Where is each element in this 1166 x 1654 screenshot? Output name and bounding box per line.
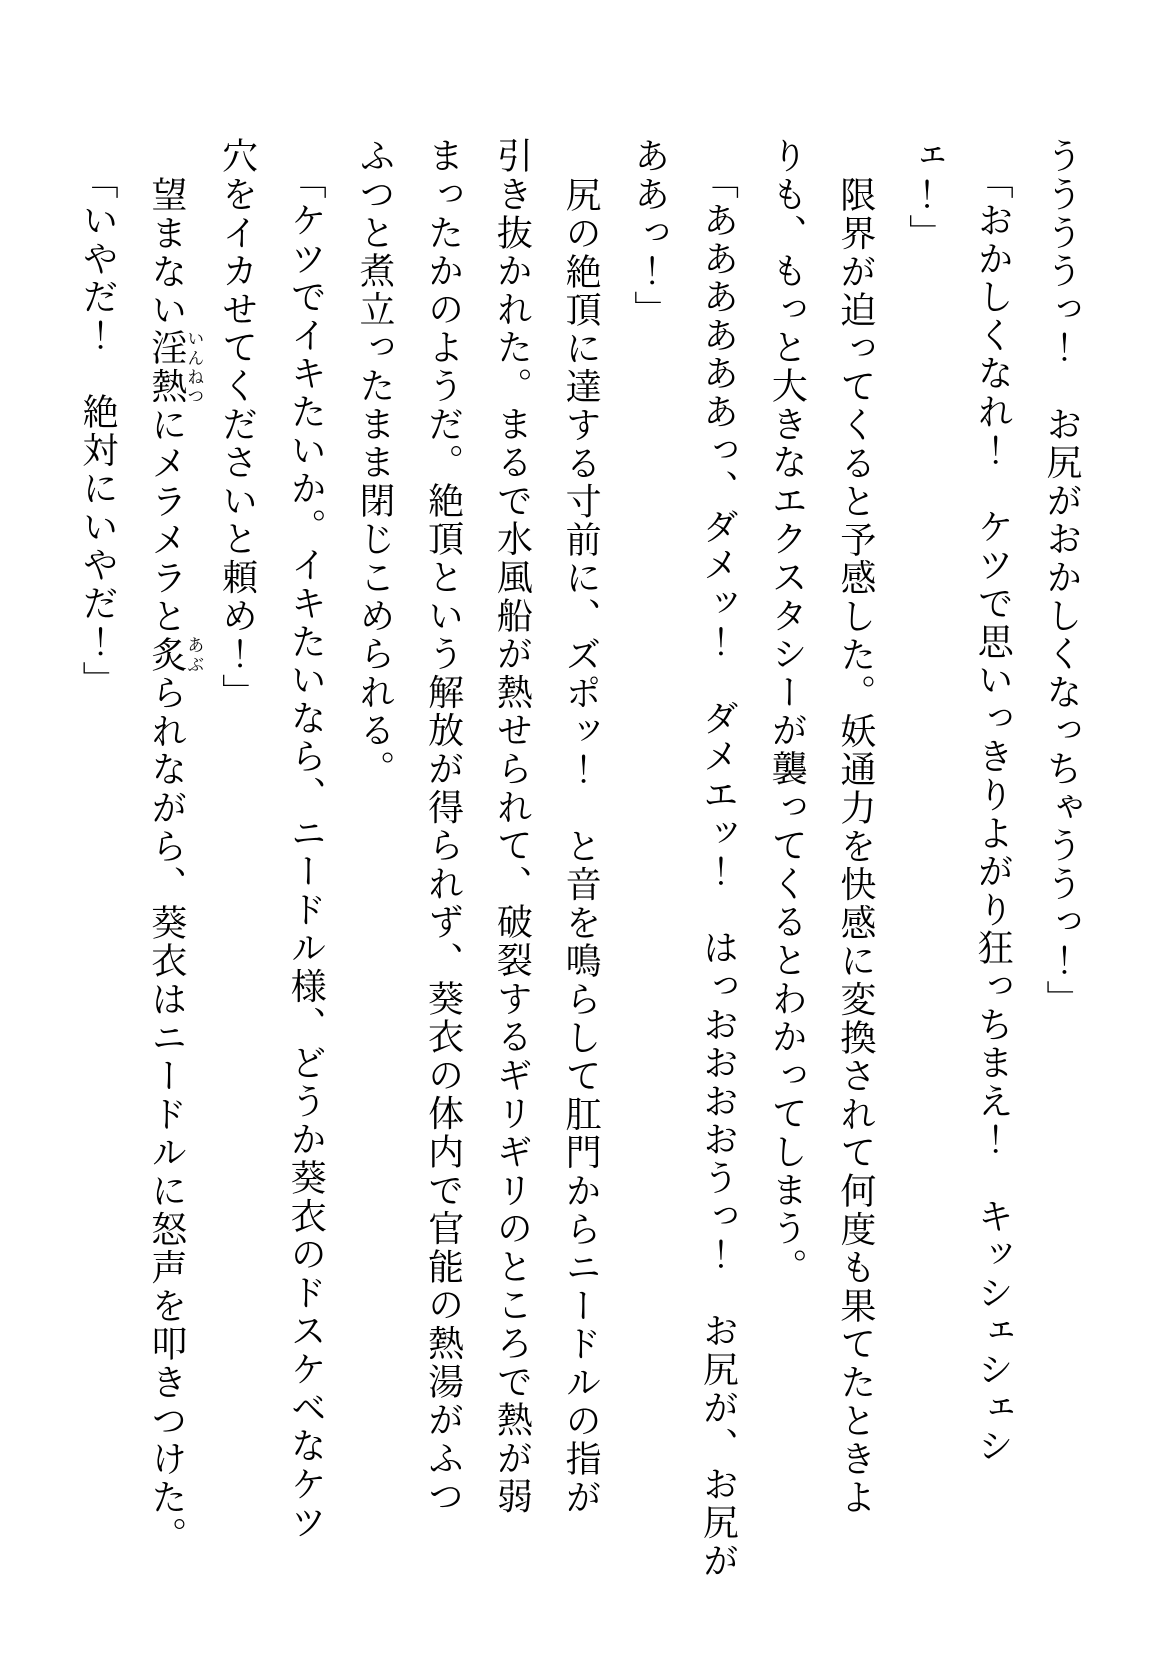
text-line-10: まったかのようだ。絶頂という解放が得られず、葵衣の体内で官能の熱湯がふつ <box>423 137 464 1516</box>
ruby-base: 炙 <box>146 635 187 674</box>
ruby-annotation <box>146 329 204 406</box>
text-line-9: 引き抜かれた。まるで水風船が熱せられて、破裂するギリギリのところで熱が弱 <box>492 137 533 1516</box>
text-line-3: ェ！」 <box>904 137 945 252</box>
text-line-1: ううううっ！ お尻がおかしくなっちゃううっ！」 <box>1042 137 1082 1018</box>
text-line-7: ああっ！」 <box>629 137 670 329</box>
text-line-11: ふつと煮立ったまま閉じこめられる。 <box>354 137 395 789</box>
text-segment: られながら、葵衣はニードルに怒声を叩きつけた。 <box>146 673 187 1555</box>
text-segment: 望まない <box>146 176 187 330</box>
text-line-5: りも、もっと大きなエクスタシーが襲ってくるとわかってしまう。 <box>767 137 808 1286</box>
text-line-15: 「いやだ！ 絶対にいやだ！」 <box>78 163 119 700</box>
ruby-annotation <box>146 635 204 674</box>
text-line-2: 「おかしくなれ！ ケツで思いっきりよがり狂っちまえ！ キッシェシェシ <box>973 163 1014 1466</box>
furigana-text: いんねつ <box>184 329 204 406</box>
text-line-14 <box>132 137 203 1587</box>
page-text-block <box>63 137 1096 1587</box>
ruby-base: 淫熱 <box>146 329 187 406</box>
text-line-8: 尻の絶頂に達する寸前に、ズポッ！ と音を鳴らして肛門からニードルの指が <box>561 176 602 1517</box>
text-line-13: 穴をイカせてくださいと頼め！」 <box>217 137 258 712</box>
text-line-6: 「ああああああっ、ダメッ！ ダメエッ！ はっおおおおうっ！ お尻が、お尻が <box>698 163 739 1581</box>
furigana-text: あぶ <box>184 635 204 674</box>
text-segment: にメラメラと <box>146 405 187 636</box>
text-line-4: 限界が迫ってくると予感した。妖通力を快感に変換されて何度も果てたときよ <box>835 176 876 1517</box>
text-line-12: 「ケツでイキたいか。イキたいなら、ニードル様、どうか葵衣のドスケベなケツ <box>286 163 327 1542</box>
